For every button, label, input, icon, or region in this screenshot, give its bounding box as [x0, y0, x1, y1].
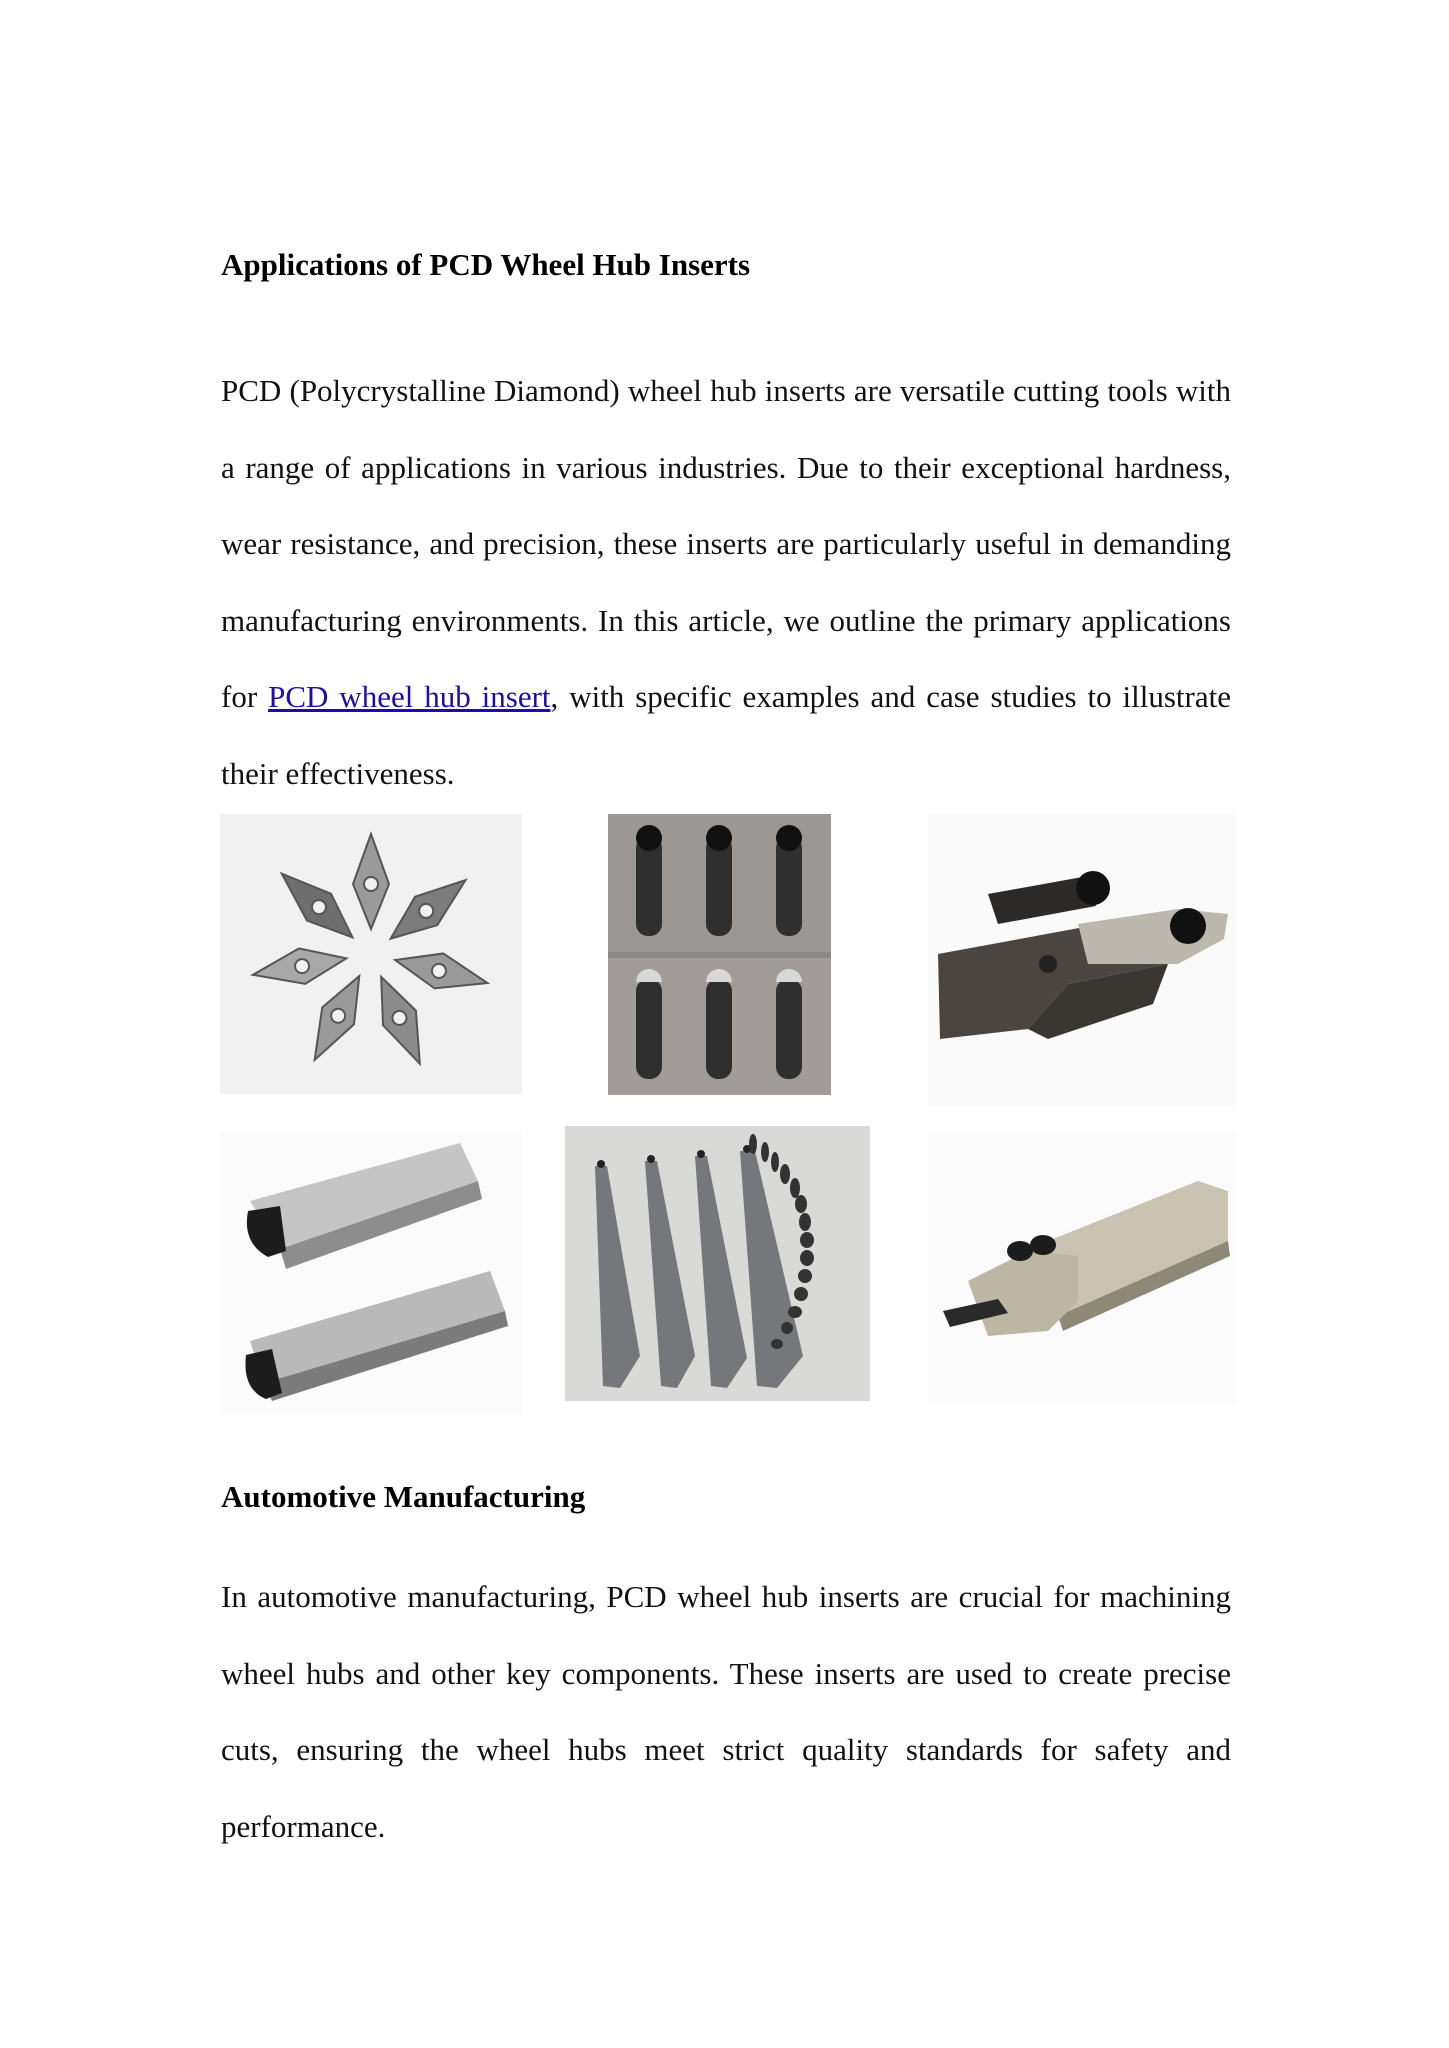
product-image-blades	[565, 1126, 870, 1401]
product-image-star-inserts	[220, 814, 522, 1094]
section-heading-automotive: Automotive Manufacturing	[221, 1479, 586, 1514]
product-image-clamp-holder	[928, 1131, 1237, 1405]
automotive-paragraph: In automotive manufacturing, PCD wheel hub inserts are crucial for machining wheel hubs and other key components. These inserts are used to create precise cuts, ensuring the wheel hubs meet strict quality standards for safety and performance.	[221, 1579, 1231, 1844]
pcd-insert-link[interactable]: PCD wheel hub insert	[268, 679, 551, 714]
product-image-grooving-inserts	[608, 814, 831, 1095]
article-title: Applications of PCD Wheel Hub Inserts	[221, 247, 751, 282]
intro-text-end: , with specific examples and case studies to illustrate their effectiveness.	[221, 679, 1231, 791]
intro-text: PCD (Polycrystalline Diamond) wheel hub inserts are versatile cutting tools with a range of applications in various industries. Due to their exceptional hardness, wear resistance, and precision, these inserts are particularly useful in demanding manufacturing environments. In this article, we outline the primary applications for	[221, 373, 1231, 714]
product-image-tool-holder	[928, 814, 1237, 1106]
product-image-solid-tools	[220, 1131, 522, 1414]
intro-paragraph	[221, 353, 1231, 812]
